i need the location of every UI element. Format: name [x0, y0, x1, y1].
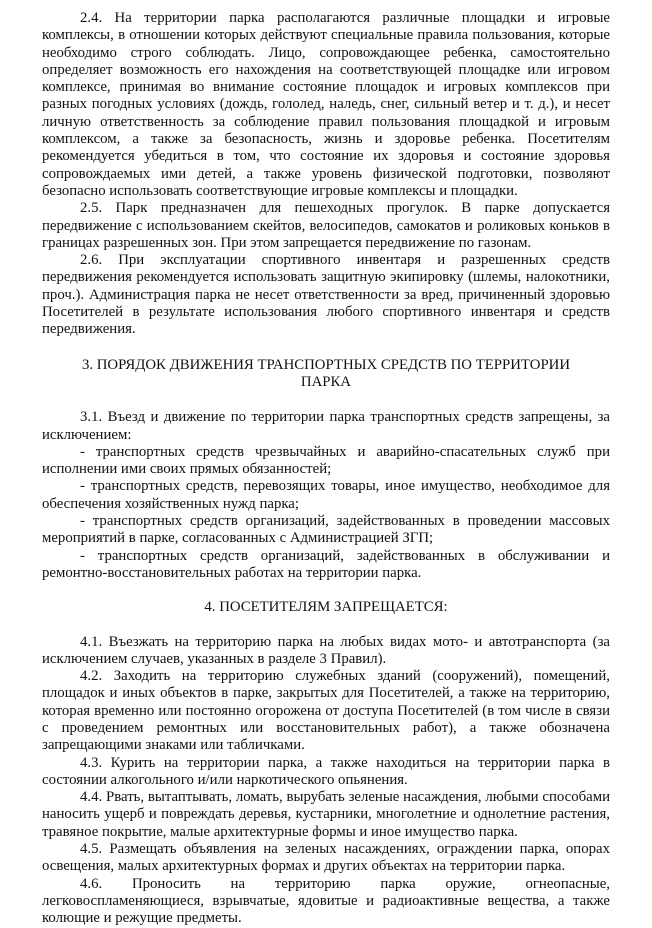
list-item: - транспортных средств организаций, задействованных в обслуживании и ремонтно-восстановительных работах на территории парка. [42, 547, 610, 581]
paragraph-4-5: 4.5. Размещать объявления на зеленых насаждениях, ограждении парка, опорах освещения, малых архитектурных формах и других объектах на территории парка. [42, 841, 610, 875]
list-item: - транспортных средств чрезвычайных и аварийно-спасательных служб при исполнении ими своих прямых обязанностей; [42, 443, 610, 478]
list-item: - транспортных средств, перевозящих товары, иное имущество, необходимое для обеспечения хозяйственных нужд парка; [42, 478, 610, 512]
paragraph-2-6: 2.6. При эксплуатации спортивного инвентаря и разрешенных средств передвижения рекомендуется использовать защитную экипировку (шлемы, налокотники, проч.). Администрация парка не несет ответственности за вред, причиненный здоровью Посетителей в результате использования любого спортивного инвентаря и средств передвижения. [42, 252, 610, 338]
paragraph-4-2: 4.2. Заходить на территорию служебных зданий (сооружений), помещений, площадок и иных объектов в парке, закрытых для Посетителей, а также на территорию, которая временно или постоянно огорожена от доступа Посетителей (в том числе в связи с проведением ремонтных или восстановительных работ), а также обозначена запрещающими знаками или табличками. [42, 668, 610, 754]
paragraph-4-4: 4.4. Рвать, вытаптывать, ломать, вырубать зеленые насаждения, любыми способами наносить ущерб и повреждать деревья, кустарники, многолетние и однолетние растения, травяное покрытие, малые архитектурные формы и иное имущество парка. [42, 789, 610, 840]
paragraph-3-1: 3.1. Въезд и движение по территории парка транспортных средств запрещены, за исключением: [42, 409, 610, 443]
paragraph-4-6: 4.6. Проносить на территорию парка оружие, огнеопасные, легковоспламеняющиеся, взрывчатые, ядовитые и радиоактивные вещества, а также колющие и режущие предметы. [42, 875, 610, 927]
paragraph-2-5: 2.5. Парк предназначен для пешеходных прогулок. В парке допускается передвижение с использованием скейтов, велосипедов, самокатов и роликовых коньков в границах разрешенных зон. При этом запрещается передвижение по газонам. [42, 200, 610, 251]
list-item: - транспортных средств организаций, задействованных в проведении массовых мероприятий в парке, согласованных с Администрацией ЗГП; [42, 513, 610, 547]
paragraph-2-4: 2.4. На территории парка располагаются различные площадки и игровые комплексы, в отношении которых действуют специальные правила пользования, которые необходимо строго соблюдать. Лицо, сопровождающее ребенка, самостоятельно определяет возможность его нахождения на соответствующей площадке или игровом комплексе, принимая во внимание состояние площадок и игровых комплексов при разных погодных условиях (дождь, гололед, наледь, снег, сильный ветер и т. д.), и несет личную ответственность за соблюдение правил пользования площадкой и игровым комплексом, а также за безопасность, жизнь и здоровье ребенка. Посетителям рекомендуется убедиться в том, что состояние их здоровья и состояние здоровья сопровождаемых ими детей, а также уровень физической подготовки, позволяют безопасно использовать соответствующие игровые комплексы и площадки. [42, 10, 610, 199]
section-3-heading: 3. ПОРЯДОК ДВИЖЕНИЯ ТРАНСПОРТНЫХ СРЕДСТВ ПО ТЕРРИТОРИИ ПАРКА [81, 356, 571, 390]
section-4-heading: 4. ПОСЕТИТЕЛЯМ ЗАПРЕЩАЕТСЯ: [204, 599, 448, 616]
paragraph-4-3: 4.3. Курить на территории парка, а также находиться на территории парка в состоянии алкогольного и/или наркотического опьянения. [42, 754, 610, 788]
document-page [42, 10, 610, 928]
paragraph-4-1: 4.1. Въезжать на территорию парка на любых видах мото- и автотранспорта (за исключением случаев, указанных в разделе 3 Правил). [42, 633, 610, 667]
